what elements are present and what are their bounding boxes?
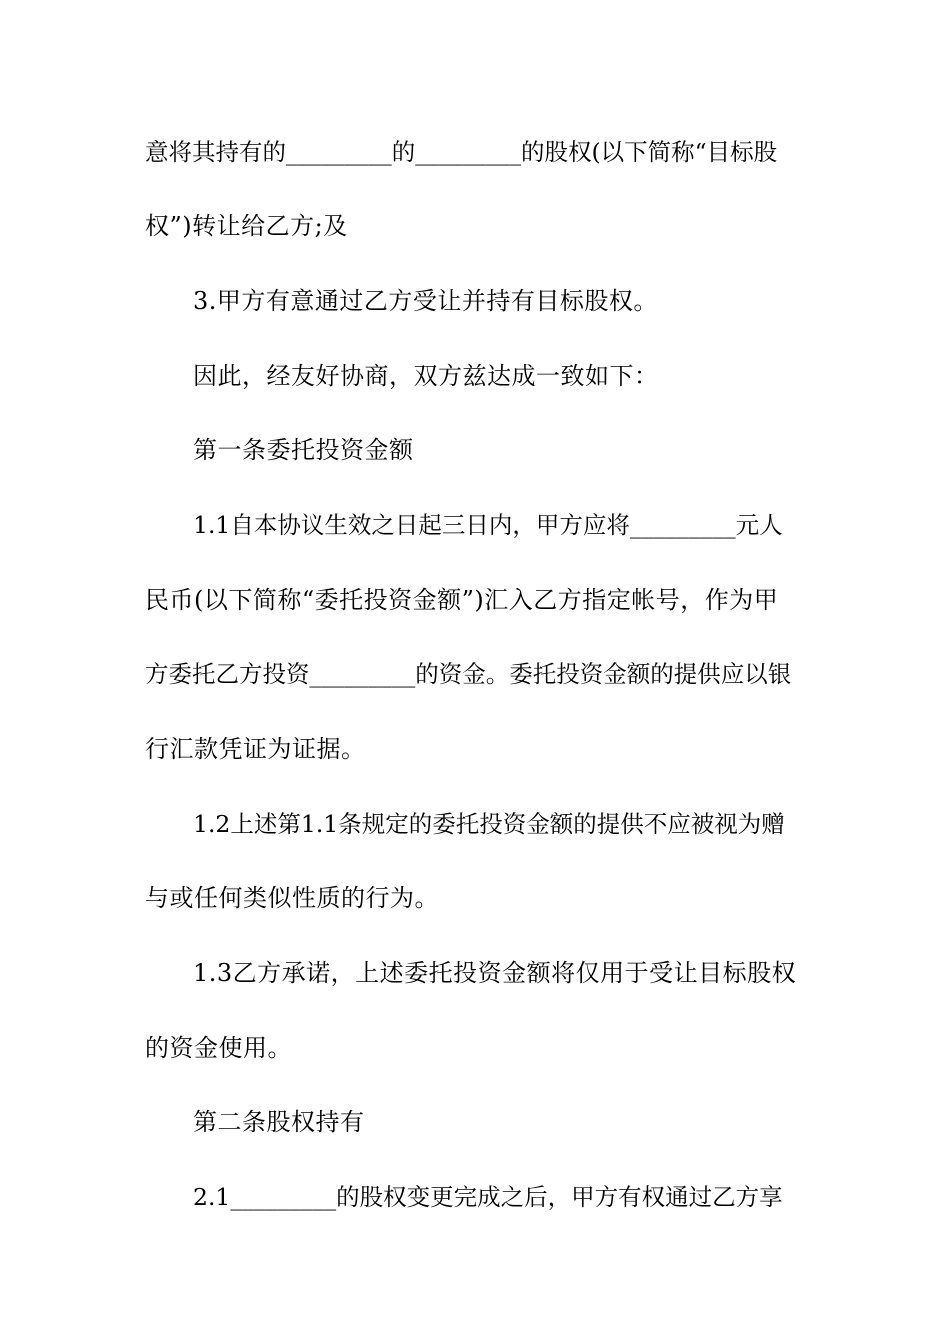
paragraph-line: 因此，经友好协商，双方兹达成一致如下： (193, 362, 659, 390)
paragraph-line: 3.甲方有意通过乙方受让并持有目标股权。 (193, 287, 658, 315)
paragraph-line: 意将其持有的_________的_________的股权(以下简称“目标股 (145, 138, 778, 166)
paragraph-line: 行汇款凭证为证据。 (145, 735, 366, 763)
paragraph-line: 1.3乙方承诺，上述委托投资金额将仅用于受让目标股权 (193, 959, 797, 987)
paragraph-line: 民币(以下简称“委托投资金额”)汇入乙方指定帐号，作为甲 (145, 586, 779, 614)
section-heading: 第一条委托投资金额 (193, 436, 414, 464)
paragraph-line: 1.1自本协议生效之日起三日内，甲方应将_________元人 (193, 511, 783, 539)
paragraph-line: 2.1_________的股权变更完成之后，甲方有权通过乙方享 (193, 1183, 783, 1211)
paragraph-line: 1.2上述第1.1条规定的委托投资金额的提供不应被视为赠 (193, 810, 785, 838)
paragraph-line: 权”)转让给乙方;及 (145, 212, 348, 240)
paragraph-line: 方委托乙方投资_________的资金。委托投资金额的提供应以银 (145, 660, 792, 688)
paragraph-line: 的资金使用。 (145, 1034, 292, 1062)
section-heading: 第二条股权持有 (193, 1108, 365, 1136)
paragraph-line: 与或任何类似性质的行为。 (145, 884, 439, 912)
